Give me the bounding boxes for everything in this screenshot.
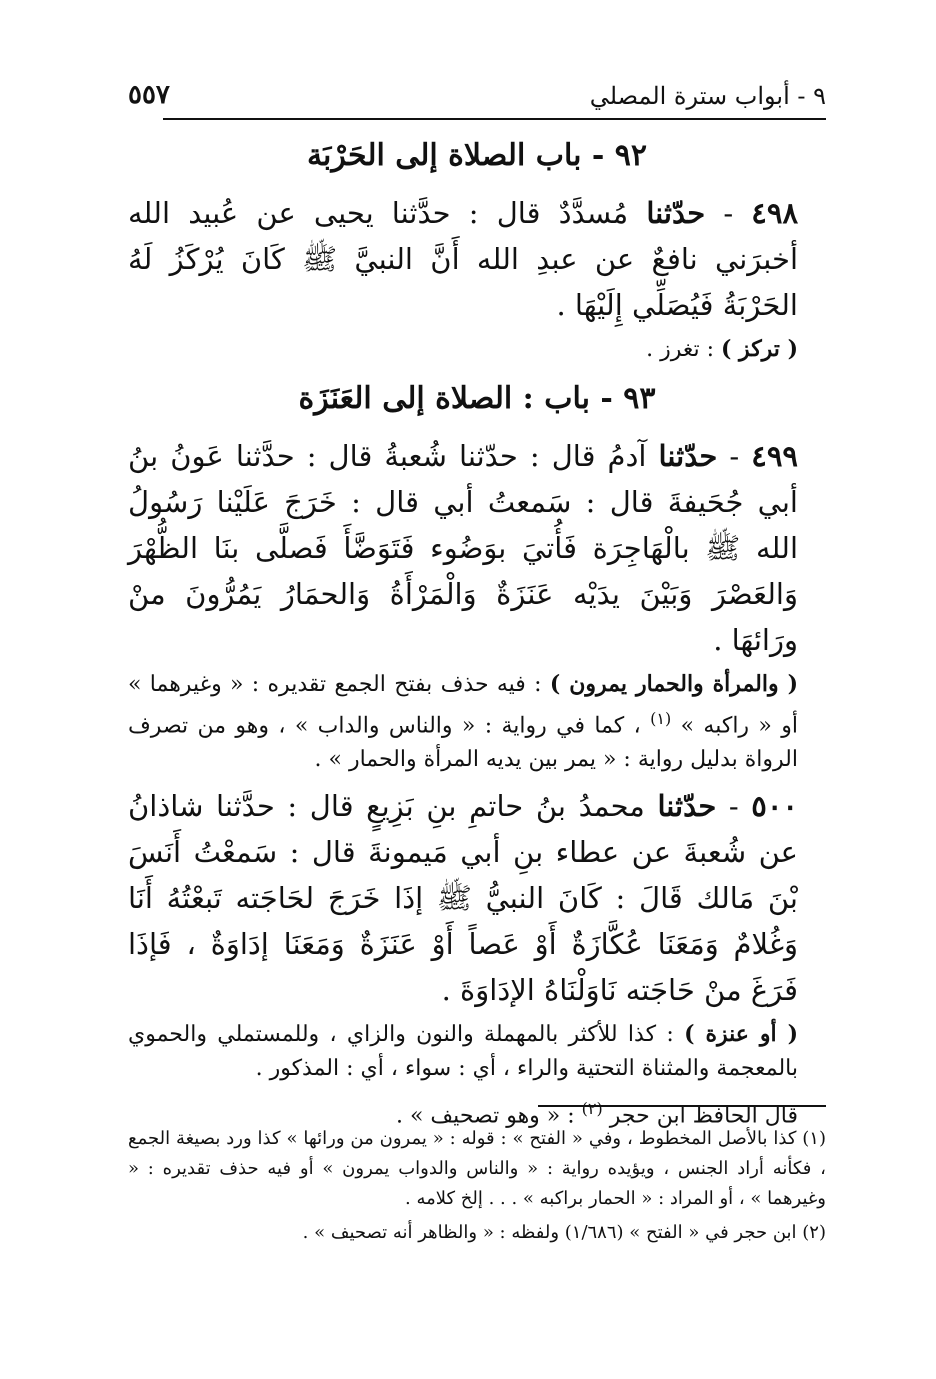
hadith-text: مُسدَّدٌ قال : حدَّثنا يحيى عن عُبيد الله أخبرَني نافعٌ عن عبدِ الله أَنَّ النبيَّ ﷺ كَانَ يُرْكَزُ لَهُ الحَرْبَةُ فَيُصَلِّي إِلَيْهَا . bbox=[128, 196, 798, 322]
hadith-number: ٤٩٩ bbox=[751, 439, 798, 473]
footnotes bbox=[128, 1124, 826, 1252]
chapter-heading: ٩٢ - باب الصلاة إلى الحَرْبَة bbox=[306, 138, 648, 173]
commentary-term: ( أو عنزة ) bbox=[684, 1021, 798, 1048]
narrator-lead: حدّثنا bbox=[657, 789, 717, 824]
commentary-text: : « وهو تصحيف » . bbox=[395, 1103, 582, 1129]
page-header bbox=[128, 72, 826, 116]
commentary-text: : كذا للأكثر بالمهملة والنون والزاي ، وللمستملي والحموي بالمعجمة والمثناة التحتية والراء ، أي : سواء ، أي : المذكور . bbox=[128, 1022, 798, 1082]
hadith-text: محمدُ بنُ حاتمِ بنِ بَزِيعٍ قال : حدَّثنا شاذانُ عن شُعبةَ عن عطاء بنِ أبي مَيمونةَ قال : سَمعْتُ أَنَسَ بْنَ مَالك قَالَ : كَانَ النبيُّ ﷺ إذَا خَرَجَ لحَاجَته تَبعْتُهُ أَنَا وَغُلامٌ وَمَعَنَا عُكَّازَةٌ أَوْ عَصاً أَوْ عَنَزَةٌ وَمَعَنَا إدَاوَةٌ ، فَإذَا فَرَغَ منْ حَاجَته نَاوَلْنَاهُ الإدَاوَةَ . bbox=[128, 789, 798, 1008]
commentary-text: ، كما في رواية : « والناس والداب » ، وهو من تصرف الرواة بدليل رواية : « يمر بين يديه المرأة والحمار » . bbox=[128, 713, 798, 773]
footnote: (٢) ابن حجر في « الفتح » (١/٦٨٦) ولفظه : « والظاهر أنه تصحيف » . bbox=[302, 1222, 826, 1243]
commentary-paragraph bbox=[128, 332, 826, 367]
hadith-paragraph: ٤٩٩ - حدّثنا آدمُ قال : حدّثنا شُعبةُ قال : حدَّثنا عَونُ بنُ أبي جُحَيفةَ قال : سَمعتُ أبي قال : خَرَجَ عَلَيْنا رَسُولُ الله ﷺ بالْهَاجِرَة فَأُتيَ بوَضُوء فَتَوَضَّأَ فَصلَّى بنَا الظُّهْرَ وَالعَصْرَ وَبَيْنَ يدَيْه عَنَزَةٌ وَالْمَرْأَةُ وَالحمَارُ يَمُرُّونَ منْ ورَائهَا . bbox=[128, 439, 798, 657]
header-rule bbox=[163, 118, 826, 120]
chapter-heading: ٩٣ - باب : الصلاة إلى العَنَزَة bbox=[298, 381, 656, 416]
footnote: (١) كذا بالأصل المخطوط ، وفي « الفتح » : قوله : « يمرون من ورائها » كذا ورد بصيغة الجمع ، فكأنه أراد الجنس ، ويؤيده رواية : « والناس والدواب يمرون » أو فيه حذف تقديره : « وغيرهما » ، أو المراد : « الحمار براكبه » . . . إلخ كلامه . bbox=[128, 1128, 826, 1209]
commentary-term: ( تركز ) bbox=[720, 336, 798, 362]
page-body bbox=[128, 124, 826, 1140]
hadith-number: ٤٩٨ bbox=[751, 196, 799, 230]
footnote-reference[interactable]: (٢) bbox=[581, 1099, 603, 1119]
commentary-text: قال الحافظ ابن حجر bbox=[609, 1103, 798, 1129]
hadith-paragraph: ٥٠٠ - حدّثنا محمدُ بنُ حاتمِ بنِ بَزِيعٍ قال : حدَّثنا شاذانُ عن شُعبةَ عن عطاء بنِ أبي مَيمونةَ قال : سَمعْتُ أَنَسَ بْنَ مَالك قَالَ : كَانَ النبيُّ ﷺ إذَا خَرَجَ لحَاجَته تَبعْتُهُ أَنَا وَغُلامٌ وَمَعَنَا عُكَّازَةٌ أَوْ عَصاً أَوْ عَنَزَةٌ وَمَعَنَا إدَاوَةٌ ، فَإذَا فَرَغَ منْ حَاجَته نَاوَلْنَاهُ الإدَاوَةَ . bbox=[128, 789, 798, 1008]
footnote-rule bbox=[538, 1105, 826, 1107]
narrator-lead: حدّثنا bbox=[658, 439, 718, 473]
commentary-text: : فيه حذف بفتح الجمع تقديره : « وغيرهما » أو « راكبه » bbox=[128, 672, 798, 739]
hadith-number: ٥٠٠ bbox=[751, 789, 798, 824]
hadith-paragraph: ٤٩٨ - حدّثنا مُسدَّدٌ قال : حدَّثنا يحيى عن عُبيد الله أخبرَني نافعٌ عن عبدِ الله أَنَّ النبيَّ ﷺ كَانَ يُرْكَزُ لَهُ الحَرْبَةُ فَيُصَلِّي إِلَيْهَا . bbox=[128, 196, 799, 322]
commentary-paragraph bbox=[128, 667, 826, 777]
commentary-text: : تغرز . bbox=[646, 337, 721, 362]
footnote-reference[interactable]: (١) bbox=[650, 709, 672, 728]
commentary-paragraph bbox=[128, 1017, 826, 1086]
hadith-text: آدمُ قال : حدّثنا شُعبةُ قال : حدَّثنا عَونُ بنُ أبي جُحَيفةَ قال : سَمعتُ أبي قال : خَرَجَ عَلَيْنا رَسُولُ الله ﷺ بالْهَاجِرَة فَأُتيَ بوَضُوء فَتَوَضَّأَ فَصلَّى بنَا الظُّهْرَ وَالعَصْرَ وَبَيْنَ يدَيْه عَنَزَةٌ وَالْمَرْأَةُ وَالحمَارُ يَمُرُّونَ منْ ورَائهَا . bbox=[128, 439, 798, 657]
page-number: ٥٥٧ bbox=[128, 80, 170, 110]
commentary-term: ( والمرأة والحمار يمرون ) bbox=[549, 671, 798, 697]
running-title: ٩ - أبواب سترة المصلي bbox=[589, 82, 826, 110]
narrator-lead: حدّثنا bbox=[646, 196, 706, 230]
